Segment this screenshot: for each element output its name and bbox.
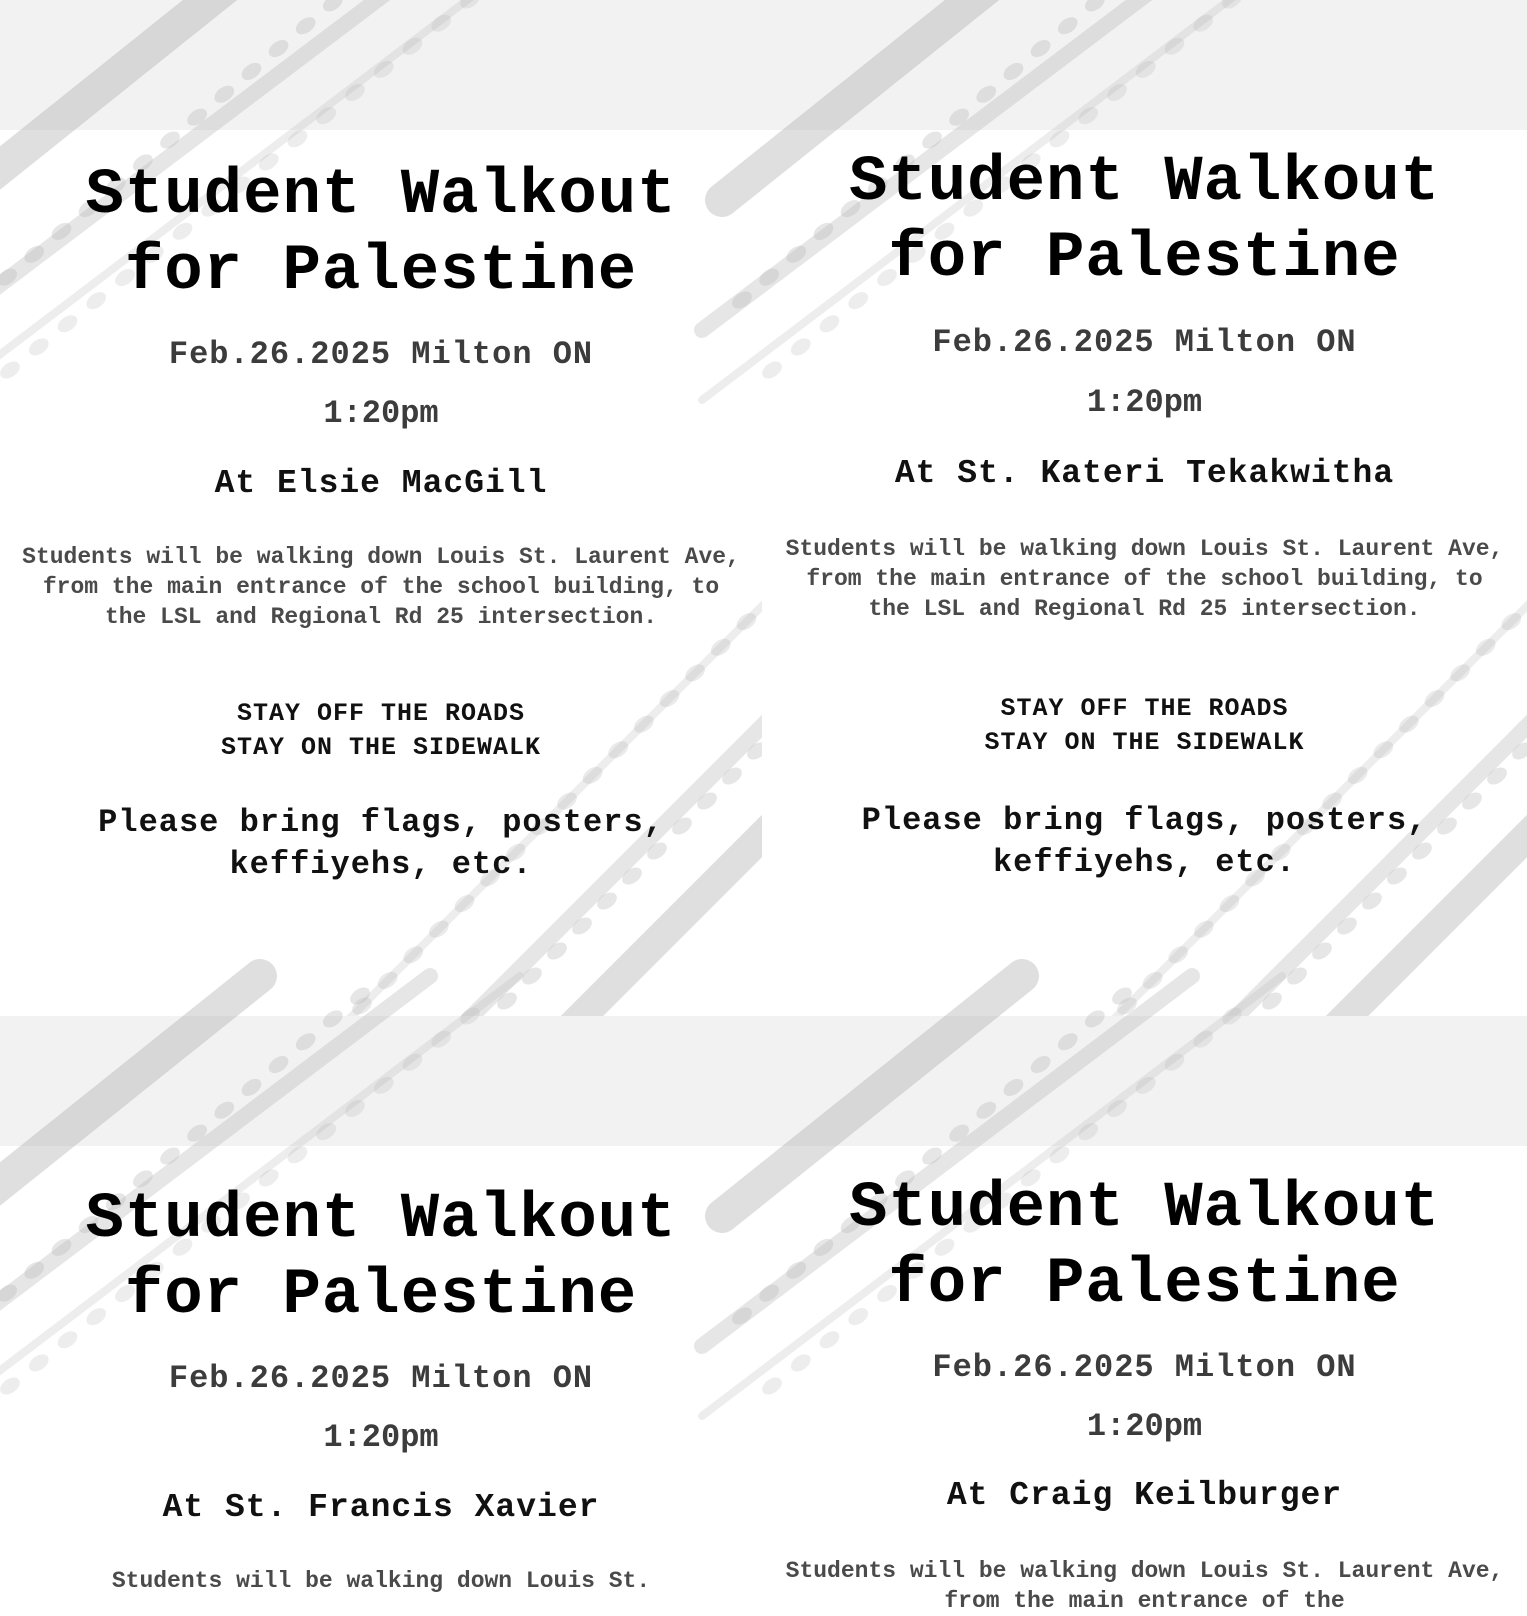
bring-items <box>0 802 762 886</box>
event-location: At St. Francis Xavier <box>162 1489 600 1526</box>
bring-line-1: Please bring flags, posters, <box>861 802 1428 839</box>
poster-craig-keilburger <box>762 1016 1527 1614</box>
event-time: 1:20pm <box>323 1419 439 1456</box>
poster-st-kateri-tekakwitha <box>762 0 1527 1016</box>
event-date: Feb.26.2025 Milton ON <box>168 1360 594 1397</box>
event-date: Feb.26.2025 Milton ON <box>932 1349 1357 1386</box>
event-location: At St. Kateri Tekakwitha <box>894 455 1395 492</box>
title-line-2: for Palestine <box>124 1260 638 1332</box>
warning-line-1: STAY OFF THE ROADS <box>1000 694 1289 723</box>
event-time: 1:20pm <box>323 395 439 432</box>
warning-line-2: STAY ON THE SIDEWALK <box>220 733 542 762</box>
poster-st-francis-xavier <box>0 1016 762 1598</box>
poster-title <box>0 1182 762 1334</box>
event-time: 1:20pm <box>1086 384 1203 421</box>
bring-items <box>762 800 1527 884</box>
bring-line-2: keffiyehs, etc. <box>229 846 533 883</box>
bring-line-1: Please bring flags, posters, <box>98 804 664 841</box>
event-time: 1:20pm <box>1086 1408 1203 1445</box>
title-line-1: Student Walkout <box>85 160 677 232</box>
event-location: At Elsie MacGill <box>214 465 548 502</box>
safety-warning <box>762 692 1527 760</box>
title-line-2: for Palestine <box>124 236 638 308</box>
event-location: At Craig Keilburger <box>946 1477 1343 1514</box>
poster-elsie-macgill <box>0 0 762 1016</box>
title-line-2: for Palestine <box>888 223 1401 295</box>
title-line-2: for Palestine <box>888 1249 1401 1321</box>
poster-title <box>762 145 1527 297</box>
poster-title <box>0 158 762 310</box>
bring-line-2: keffiyehs, etc. <box>992 844 1297 881</box>
warning-line-1: STAY OFF THE ROADS <box>236 699 526 728</box>
title-line-1: Student Walkout <box>848 1173 1441 1245</box>
route-description: Students will be walking down Louis St. Laurent Ave, from the main entrance of the school building, to the LSL and Regional Rd 25 intersection. <box>785 536 1504 622</box>
event-date: Feb.26.2025 Milton ON <box>168 336 594 373</box>
warning-line-2: STAY ON THE SIDEWALK <box>984 728 1305 757</box>
event-date: Feb.26.2025 Milton ON <box>932 324 1357 361</box>
route-description: Students will be walking down Louis St. Laurent Ave, from the main entrance of the <box>785 1558 1504 1614</box>
title-line-1: Student Walkout <box>85 1184 677 1256</box>
safety-warning <box>0 697 762 765</box>
poster-title <box>762 1171 1527 1323</box>
route-description: Students will be walking down Louis St. <box>111 1568 651 1594</box>
route-description: Students will be walking down Louis St. Laurent Ave, from the main entrance of the school building, to the LSL and Regional Rd 25 intersection. <box>22 544 740 630</box>
title-line-1: Student Walkout <box>848 147 1441 219</box>
